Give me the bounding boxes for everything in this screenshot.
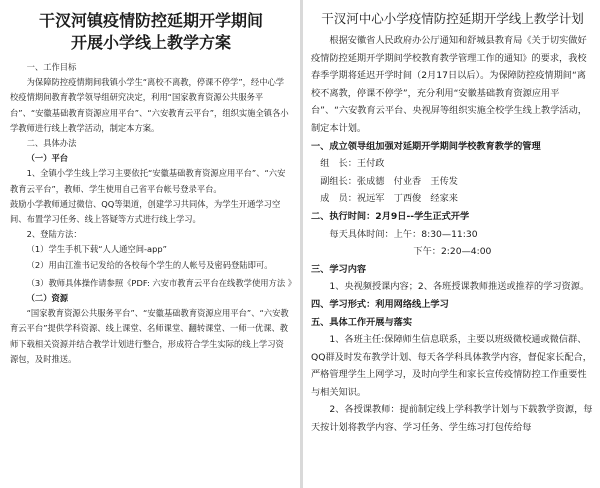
section-heading: 二、具体办法: [26, 138, 77, 149]
subsection-heading: （一）平台: [26, 153, 69, 164]
paragraph: 1、全镇小学生线上学习主要依托“安徽基础教育资源应用平台”、“六安教育云平台”，教师、学生使用自己省平台帐号登录平台。: [10, 168, 286, 194]
subsection-heading: （二）资源: [26, 293, 69, 304]
right-document: [303, 0, 600, 488]
paragraph: 1、各班主任:保障师生信息联系，主要以班级微校通或微信群、QQ群及时发布教学计划、每天各学科具体教学内容，督促家长配合，严格管理学生上网学习，及时向学生和家长宣传疫情防控工作重要性与相关知识。: [311, 334, 592, 398]
daily-schedule: [311, 226, 594, 261]
afternoon-label: 下午：: [413, 246, 441, 258]
paragraph: （1）学生手机下载“人人通空间-app”: [26, 244, 167, 255]
right-title: 干汊河中心小学疫情防控延期开学线上教学计划: [321, 11, 584, 26]
section-heading: 三、学习内容: [311, 263, 367, 275]
vice-leader-line: 副组长：张成德 付业香 王传发: [320, 175, 458, 187]
paragraph: 根据安徽省人民政府办公厅通知和舒城县教育局《关于切实做好疫情防控延期开学期间学校教育教学管理工作的通知》的要求，我校春季学期将延迟开学时间（2月17日以后）。为保障防控疫情期间“离校不离教，停课不停学”，充分利用“安徽基础教育资源应用平台”、“六安教育云平台、央视屏等组织实施全校学生线上教学活动，制定本计划。: [311, 35, 587, 134]
members-line: 成 员：祝远军 丁西俊 经家来: [320, 193, 458, 205]
section-heading: 四、学习形式：利用网络线上学习: [311, 298, 449, 310]
paragraph: （3）教师具体操作请参照《PDF: 六安市教育云平台在线教学使用方法 》: [26, 277, 297, 288]
paragraph: 2、各授课教师：提前制定线上学科教学计划与下载教学资源，每天按计划将教学内容、学习任务、学生练习打包传给每: [311, 404, 593, 434]
paragraph: 为保障防控疫情期间我镇小学生“离校不离教，停课不停学”，经中心学校疫情期间教育教学领导组研究决定，利用“国家教育资源公共服务平台”、“安徽基础教育资源应用平台”、“六安教育云平台”，组织实施全镇各小学教师进行线上教学活动，制定本方案。: [10, 77, 289, 133]
afternoon-time: 2:20—4:00: [440, 246, 492, 258]
paragraph: 2、登陆方法：: [26, 229, 82, 240]
left-title-line1: 干汊河镇疫情防控延期开学期间: [38, 11, 263, 30]
section-heading: 一、成立领导组加强对延期开学期间学校教育教学的管理: [311, 140, 541, 152]
paragraph: “国家教育资源公共服务平台”、“安徽基础教育资源应用平台”、“六安教育云平台”提供学科资源、线上课堂、名师课堂、翻转课堂、一师一优课、教师下载相关资源并结合教学计划进行整合，形成符合学生实际的线上学习资源包，及时推送。: [10, 308, 289, 364]
paragraph: 鼓励小学教师通过微信、QQ等渠道，创建学习共同体，为学生开通学习空间、布置学习任务、线上答疑等方式进行线上学习。: [10, 198, 281, 225]
paragraph: 1、央视频授课内容；2、各班授课教师推送或推荐的学习资源。: [329, 281, 590, 293]
morning-label: 每天具体时间：上午：: [329, 228, 422, 240]
morning-time: 8:30—11:30: [421, 228, 478, 240]
section-heading: 五、具体工作开展与落实: [311, 316, 413, 328]
section-heading: 二、执行时间：2月9日--学生正式开学: [311, 210, 470, 222]
section-heading: 一、工作目标: [26, 62, 77, 72]
paragraph: （2）用由江淮书记发给的各校每个学生的人帐号及密码登陆即可。: [26, 259, 273, 270]
left-title-line2: 开展小学线上教学方案: [70, 33, 231, 52]
leader-line: 组 长：王付政: [320, 158, 385, 170]
left-title: [10, 10, 292, 54]
